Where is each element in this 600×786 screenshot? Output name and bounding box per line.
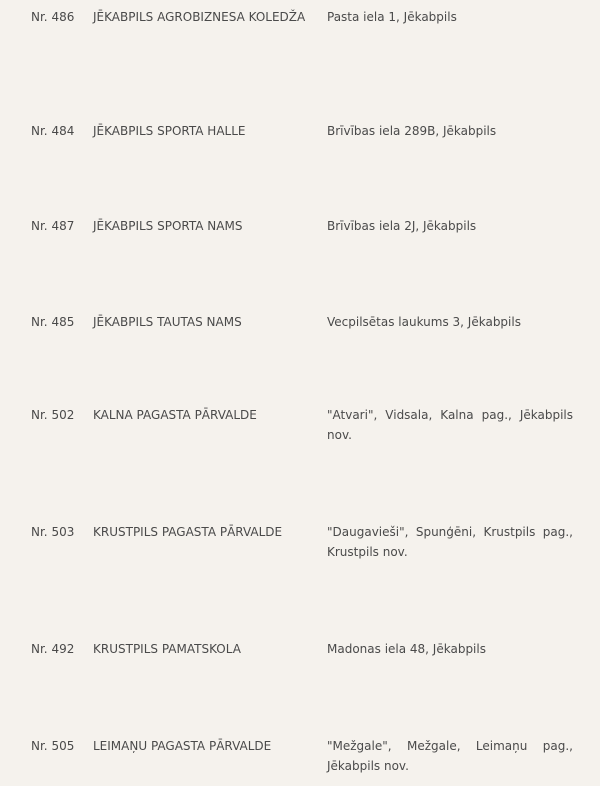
entry-number: Nr. 505 xyxy=(31,739,75,753)
entry-number: Nr. 503 xyxy=(31,525,75,539)
entry-number: Nr. 486 xyxy=(31,10,75,24)
entry-name: KALNA PAGASTA PĀRVALDE xyxy=(93,408,257,422)
entry-name: JĒKABPILS AGROBIZNESA KOLEDŽA xyxy=(93,10,306,24)
entry-number: Nr. 485 xyxy=(31,315,75,329)
entry-address: Pasta iela 1, Jēkabpils xyxy=(327,10,457,24)
entry-name: LEIMAŅU PAGASTA PĀRVALDE xyxy=(93,739,272,753)
entry-address: Madonas iela 48, Jēkabpils xyxy=(327,642,486,656)
entry-address: "Atvari", Vidsala, Kalna pag., Jēkabpils nov. xyxy=(327,408,573,442)
entry-address: "Mežgale", Mežgale, Leimaņu pag., Jēkabpils nov. xyxy=(327,739,573,773)
entry-address: Brīvības iela 2J, Jēkabpils xyxy=(327,219,477,233)
entry-name: KRUSTPILS PAGASTA PĀRVALDE xyxy=(93,525,283,539)
entry-number: Nr. 492 xyxy=(31,642,75,656)
entry-name: JĒKABPILS SPORTA NAMS xyxy=(93,219,243,233)
entry-number: Nr. 484 xyxy=(31,124,75,138)
entry-address: Vecpilsētas laukums 3, Jēkabpils xyxy=(327,315,521,329)
entry-number: Nr. 502 xyxy=(31,408,75,422)
entry-name: JĒKABPILS SPORTA HALLE xyxy=(93,124,246,138)
entry-name: JĒKABPILS TAUTAS NAMS xyxy=(93,315,242,329)
entry-name: KRUSTPILS PAMATSKOLA xyxy=(93,642,241,656)
entry-number: Nr. 487 xyxy=(31,219,75,233)
entry-address: "Daugavieši", Spunģēni, Krustpils pag., Krustpils nov. xyxy=(327,525,573,559)
entry-address: Brīvības iela 289B, Jēkabpils xyxy=(327,124,497,138)
